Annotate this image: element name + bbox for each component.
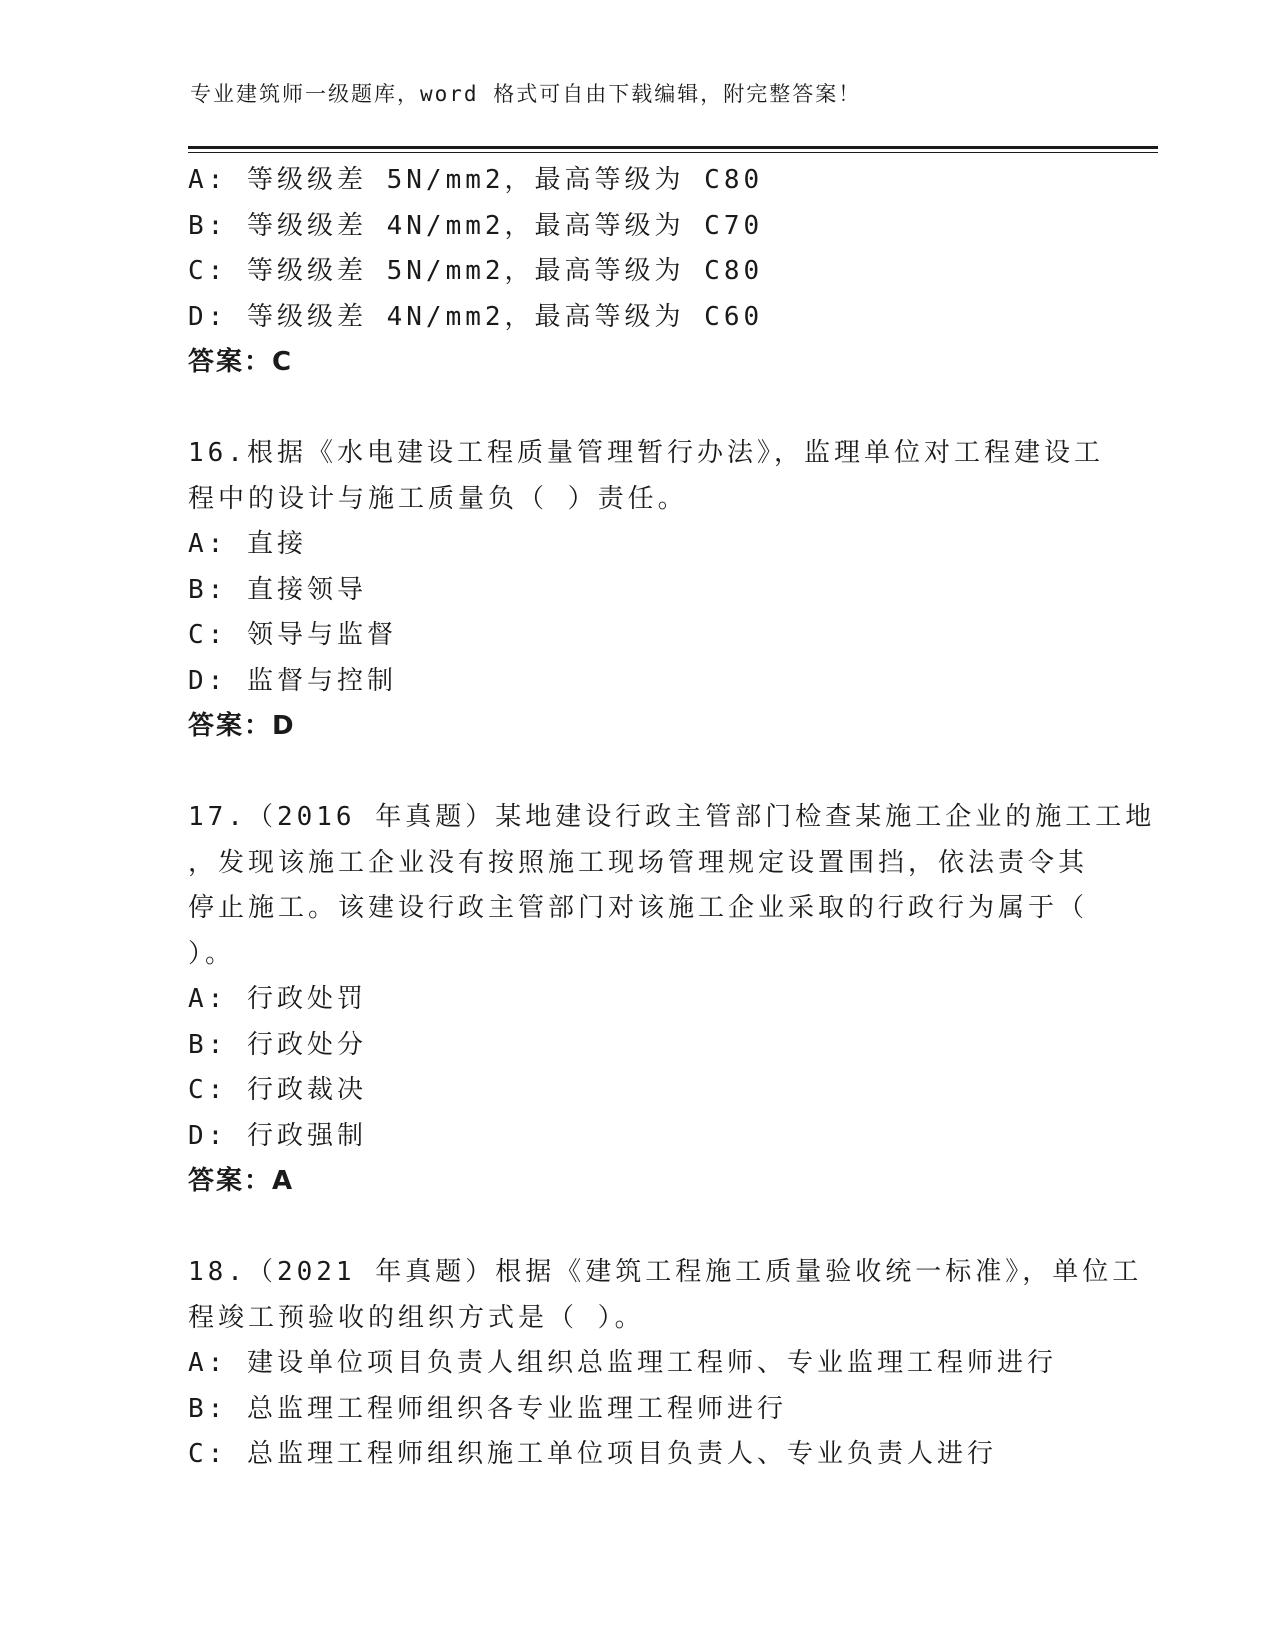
option-c: C: 领导与监督 — [188, 620, 397, 650]
answer: 答案：D — [188, 711, 296, 741]
answer: 答案：C — [188, 347, 294, 377]
spacer — [188, 386, 1088, 432]
option-d: D: 等级级差 4N/mm2，最高等级为 C60 — [188, 301, 764, 332]
question-15 — [188, 158, 1088, 386]
question-stem: 程中的设计与施工质量负（ ）责任。 — [188, 483, 688, 514]
header-divider — [188, 146, 1158, 149]
option-a: A: 行政处罚 — [188, 984, 367, 1014]
question-stem: 16.根据《水电建设工程质量管理暂行办法》，监理单位对工程建设工 — [188, 438, 1104, 468]
question-stem: 17.（2016 年真题）某地建设行政主管部门检查某施工企业的施工工地 — [188, 802, 1156, 832]
option-a: A: 建设单位项目负责人组织总监理工程师、专业监理工程师进行 — [188, 1348, 1057, 1378]
option-b: B: 等级级差 4N/mm2，最高等级为 C70 — [188, 210, 764, 241]
question-stem: 程竣工预验收的组织方式是（ ）。 — [188, 1302, 645, 1333]
option-b: B: 总监理工程师组织各专业监理工程师进行 — [188, 1393, 787, 1424]
option-d: D: 行政强制 — [188, 1120, 367, 1151]
spacer — [188, 1205, 1088, 1251]
question-17 — [188, 795, 1156, 1205]
option-b: B: 行政处分 — [188, 1029, 367, 1060]
question-stem: ）。 — [188, 938, 236, 969]
question-stem: 18.（2021 年真题）根据《建筑工程施工质量验收统一标准》，单位工 — [188, 1257, 1143, 1287]
option-c: C: 行政裁决 — [188, 1075, 367, 1105]
page-header: 专业建筑师一级题库，word 格式可自由下载编辑，附完整答案！ — [190, 82, 862, 106]
option-c: C: 总监理工程师组织施工单位项目负责人、专业负责人进行 — [188, 1439, 997, 1469]
header-divider-thin — [188, 152, 1158, 153]
question-stem: ，发现该施工企业没有按照施工现场管理规定设置围挡，依法责令其 — [188, 847, 1089, 878]
spacer — [188, 750, 1088, 796]
question-16 — [188, 431, 1104, 750]
option-a: A: 等级级差 5N/mm2，最高等级为 C80 — [188, 165, 764, 195]
option-c: C: 等级级差 5N/mm2，最高等级为 C80 — [188, 256, 764, 286]
question-18 — [188, 1250, 1143, 1478]
question-list — [188, 158, 1156, 1478]
answer: 答案：A — [188, 1166, 295, 1196]
option-b: B: 直接领导 — [188, 574, 367, 605]
option-a: A: 直接 — [188, 529, 307, 559]
option-d: D: 监督与控制 — [188, 665, 397, 696]
question-stem: 停止施工。该建设行政主管部门对该施工企业采取的行政行为属于（ — [188, 893, 1089, 923]
